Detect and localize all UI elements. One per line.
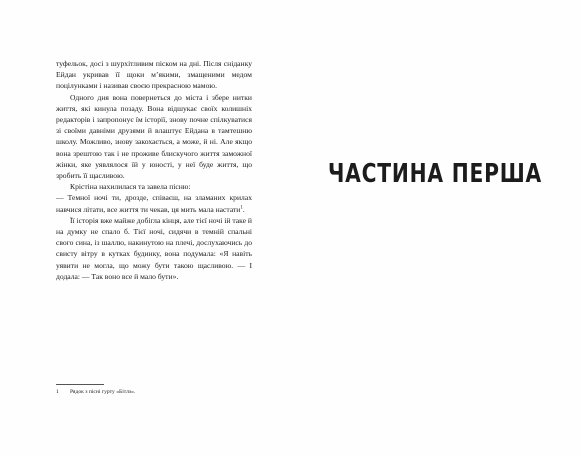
part-title: ЧАСТИНА ПЕРША [327,159,543,189]
paragraph: Крістіна нахилилася та завела пісню: [70,182,191,192]
footnote-mark: 1 [56,389,59,395]
body-text [56,58,252,282]
paragraph: туфельок, досі з шурхітливим піском на дні. Після сніданку Ейдан укривав її щоки м’якими, змащеними медом поцілунками і називав своєю прекрасною мамою. [56,59,252,91]
song-lyrics: — Темної ночі ти, дрозде, співаєш, на зламаних крилах навчися літати, все життя ти чекав, ця мить мала настати [56,193,252,214]
paragraph: Її історія вже майже добігла кінця, але тієї ночі ій таке й на думку не спало б. Тієї ночі, сидячи в темній спальні свого сина, із шаллю, накинутою на плечі, дослухаючись до свисту вітру в кутках будинку, вона подумала: «Я навіть уявити не могла, що можу бути такою щасливою. — І додала: — Так воно все й мало бути». [56,215,252,281]
footnote-text: Рядок з пісні гурту «Бітлз». [70,389,136,395]
right-page [290,0,580,455]
paragraph: Одного дня вона повернеться до міста і збере нитки життя, які кинула позаду. Вона відшукає своїх колишніх редакторів і запропонує їм історії, знову почне спілкуватися зі своїми давніми друзями й влаштує Ейдана в тамтешню школу. Можливо, знову закохається, а може, й ні. Але якщо вона зрештою так і не проживе блискучого життя заможної жінки, яке уявлялося їй у юності, у неї буде життя, що зробить її щасливою. [56,92,252,181]
footnote-reference[interactable]: 1 [240,205,243,211]
song-lyrics-paragraph: — Темної ночі ти, дрозде, співаєш, на зламаних крилах навчися літати, все життя ти чекав, ця мить мала настати$^1$. [56,193,252,214]
footnote [56,388,252,396]
footnote-divider [56,384,104,385]
